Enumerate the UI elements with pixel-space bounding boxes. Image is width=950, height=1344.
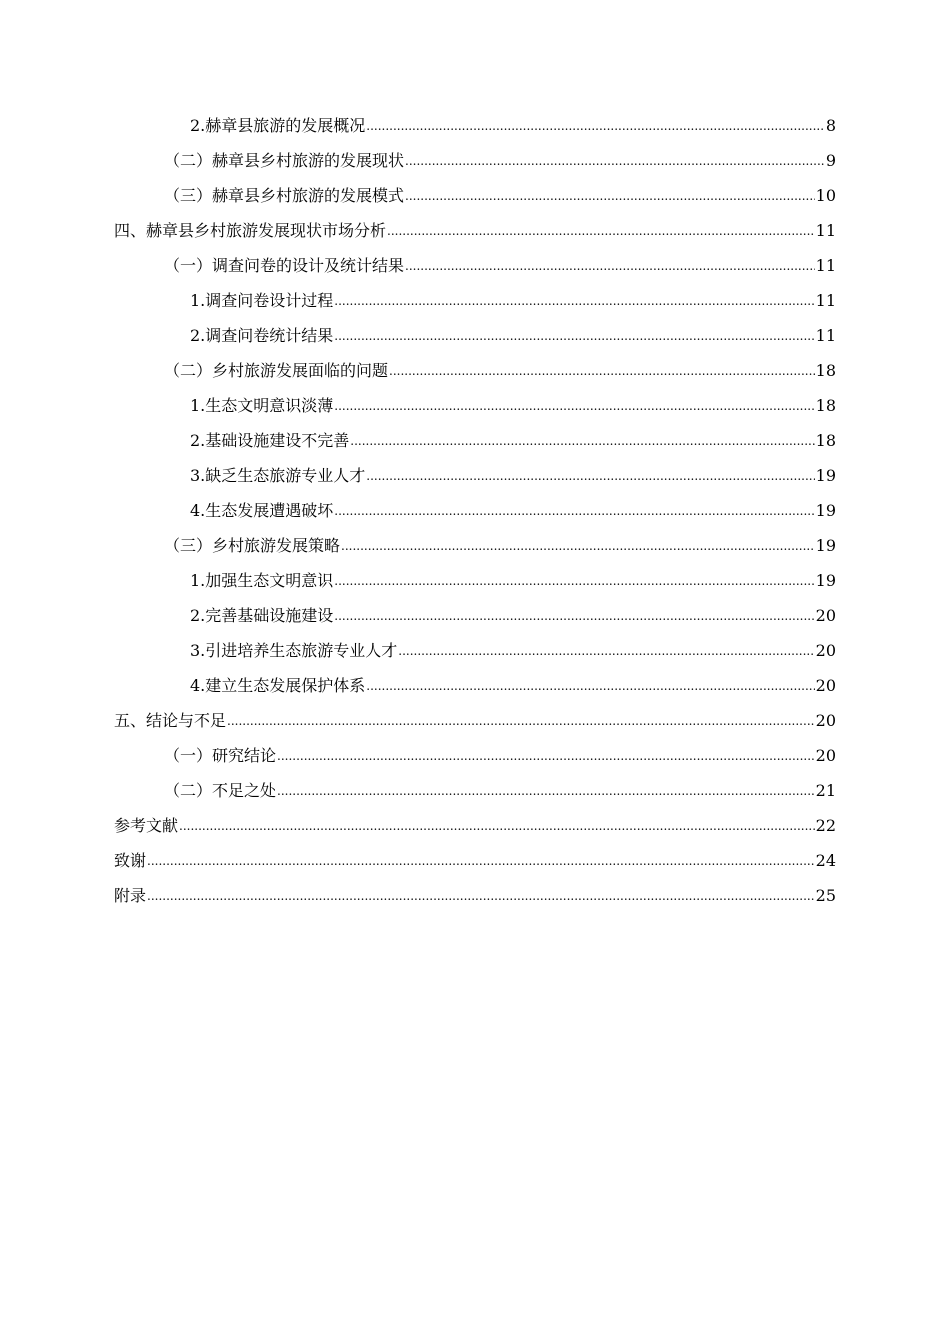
toc-entry-page: 9 [825, 151, 836, 170]
toc-leader-dots [366, 669, 814, 704]
toc-entry[interactable] [114, 528, 836, 563]
toc-entry-page: 20 [815, 746, 836, 765]
toc-entry[interactable] [114, 213, 836, 248]
toc-entry[interactable] [114, 283, 836, 318]
toc-leader-dots [147, 879, 815, 914]
toc-entry-title: 4.建立生态发展保护体系 [190, 676, 366, 695]
toc-entry-page: 22 [815, 816, 836, 835]
toc-entry-page: 20 [815, 606, 836, 625]
toc-entry-title: （二）赫章县乡村旅游的发展现状 [164, 151, 405, 170]
toc-entry-title: 2.赫章县旅游的发展概况 [190, 116, 366, 135]
toc-entry-page: 19 [815, 501, 836, 520]
toc-leader-dots [405, 144, 825, 179]
toc-entry-title: （一）研究结论 [164, 746, 277, 765]
toc-entry[interactable] [114, 458, 836, 493]
toc-leader-dots [366, 109, 825, 144]
toc-leader-dots [334, 599, 814, 634]
toc-leader-dots [350, 424, 814, 459]
toc-entry[interactable] [114, 353, 836, 388]
toc-entry-page: 11 [815, 291, 836, 310]
toc-entry-page: 19 [815, 571, 836, 590]
toc-leader-dots [147, 844, 815, 879]
toc-entry-title: 2.基础设施建设不完善 [190, 431, 350, 450]
toc-entry-title: （二）不足之处 [164, 781, 277, 800]
toc-leader-dots [341, 529, 815, 564]
toc-entry-page: 20 [815, 676, 836, 695]
toc-entry-page: 21 [815, 781, 836, 800]
toc-leader-dots [334, 564, 814, 599]
toc-leader-dots [227, 704, 815, 739]
toc-entry-title: （三）赫章县乡村旅游的发展模式 [164, 186, 405, 205]
toc-entry-title: 附录 [114, 886, 147, 905]
toc-leader-dots [334, 319, 814, 354]
toc-entry[interactable] [114, 668, 836, 703]
toc-entry-title: 1.生态文明意识淡薄 [190, 396, 334, 415]
toc-entry[interactable] [114, 388, 836, 423]
toc-entry[interactable] [114, 878, 836, 913]
toc-entry-page: 20 [815, 711, 836, 730]
toc-leader-dots [405, 179, 815, 214]
toc-entry-page: 19 [815, 536, 836, 555]
toc-entry-title: 4.生态发展遭遇破坏 [190, 501, 334, 520]
toc-entry[interactable] [114, 808, 836, 843]
toc-entry-page: 8 [825, 116, 836, 135]
toc-entry-title: 五、结论与不足 [114, 711, 227, 730]
toc-entry[interactable] [114, 318, 836, 353]
toc-entry[interactable] [114, 493, 836, 528]
toc-entry[interactable] [114, 143, 836, 178]
toc-entry[interactable] [114, 248, 836, 283]
toc-entry-title: 3.引进培养生态旅游专业人才 [190, 641, 398, 660]
toc-entry[interactable] [114, 703, 836, 738]
toc-entry-title: 1.调查问卷设计过程 [190, 291, 334, 310]
toc-entry-page: 24 [815, 851, 836, 870]
toc-entry-title: （三）乡村旅游发展策略 [164, 536, 341, 555]
toc-entry-page: 10 [815, 186, 836, 205]
toc-leader-dots [366, 459, 814, 494]
toc-entry-page: 20 [815, 641, 836, 660]
toc-leader-dots [334, 389, 814, 424]
toc-entry-title: （二）乡村旅游发展面临的问题 [164, 361, 389, 380]
table-of-contents [114, 108, 836, 913]
toc-leader-dots [334, 494, 814, 529]
toc-entry-page: 19 [815, 466, 836, 485]
toc-entry[interactable] [114, 633, 836, 668]
toc-entry-page: 11 [815, 221, 836, 240]
toc-leader-dots [334, 284, 814, 319]
toc-leader-dots [405, 249, 815, 284]
toc-entry-title: 参考文献 [114, 816, 179, 835]
toc-leader-dots [387, 214, 815, 249]
toc-entry-title: 3.缺乏生态旅游专业人才 [190, 466, 366, 485]
toc-entry-page: 11 [815, 326, 836, 345]
toc-entry[interactable] [114, 178, 836, 213]
toc-leader-dots [389, 354, 815, 389]
toc-entry[interactable] [114, 843, 836, 878]
toc-entry[interactable] [114, 598, 836, 633]
toc-entry-title: 2.调查问卷统计结果 [190, 326, 334, 345]
toc-entry-page: 11 [815, 256, 836, 275]
toc-entry[interactable] [114, 773, 836, 808]
toc-entry-title: 2.完善基础设施建设 [190, 606, 334, 625]
toc-leader-dots [179, 809, 815, 844]
toc-entry-title: 四、赫章县乡村旅游发展现状市场分析 [114, 221, 387, 240]
toc-entry-page: 18 [815, 396, 836, 415]
toc-entry-title: 1.加强生态文明意识 [190, 571, 334, 590]
toc-entry-page: 18 [815, 431, 836, 450]
toc-entry-page: 25 [815, 886, 836, 905]
toc-entry[interactable] [114, 738, 836, 773]
toc-entry[interactable] [114, 108, 836, 143]
toc-entry-title: 致谢 [114, 851, 147, 870]
toc-leader-dots [277, 774, 815, 809]
toc-entry-title: （一）调查问卷的设计及统计结果 [164, 256, 405, 275]
toc-entry[interactable] [114, 563, 836, 598]
toc-leader-dots [277, 739, 815, 774]
toc-entry-page: 18 [815, 361, 836, 380]
toc-leader-dots [398, 634, 814, 669]
toc-entry[interactable] [114, 423, 836, 458]
